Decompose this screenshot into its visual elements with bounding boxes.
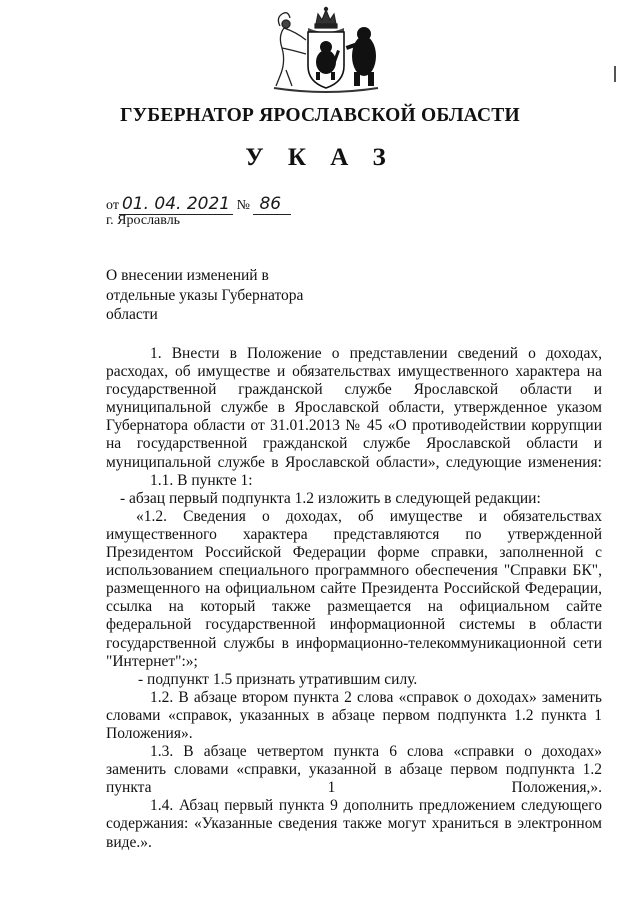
body-paragraph: 1.3. В абзаце четвертом пункта 6 слова «справки о доходах» заменить словами «справки, указанной в абзаце первом подпункта 1.2 пункта 1 Положения,». bbox=[106, 743, 602, 797]
date-prefix: от bbox=[106, 198, 119, 213]
body-paragraph: 1. Внести в Положение о представлении сведений о доходах, расходах, об имуществе и обязательствах имущественного характера на государственной гражданской службе Ярославской области и муниципальной службе в Ярославской области, утвержденное указом Губернатора области от 31.01.2013 № 45 «О противодействии коррупции на государственной гражданской службе Ярославской области и муниципальной службе в Ярославской области», следующие изменения: bbox=[106, 345, 602, 471]
issuer-title: ГУБЕРНАТОР ЯРОСЛАВСКОЙ ОБЛАСТИ bbox=[120, 105, 520, 126]
body-paragraph: «1.2. Сведения о доходах, об имуществе и обязательствах имущественного характера представляются по утвержденной Президентом Российской Федерации форме справки, заполненной с использованием специального программного обеспечения "Справки БК", размещенного на официальном сайте Президента Российской Федерации, ссылка на который также размещается на официальном сайте федеральной государственной информационной системы в области государственной службы в информационно-телекоммуникационной сети "Интернет":»; bbox=[106, 507, 602, 670]
margin-mark bbox=[614, 66, 616, 82]
number-sign: № bbox=[236, 198, 250, 213]
crown-icon bbox=[315, 7, 337, 28]
coat-of-arms-emblem bbox=[268, 6, 384, 94]
date-number-line bbox=[106, 194, 291, 214]
supporter-right-icon bbox=[346, 27, 376, 86]
document-subject: О внесении изменений в отдельные указы Губернатора области bbox=[106, 267, 304, 323]
body-paragraph: 1.2. В абзаце втором пункта 2 слова «справок о доходах» заменить словами «справок, указанных в абзаце первом подпункта 1.2 пункта 1 Положения». bbox=[106, 688, 602, 742]
handwritten-date: 01. 04. 2021 bbox=[119, 194, 233, 215]
supporter-left-icon bbox=[276, 13, 306, 86]
handwritten-number: 86 bbox=[253, 194, 291, 215]
document-type-title: У К А З bbox=[245, 144, 395, 171]
city-label: г. Ярославль bbox=[106, 213, 181, 228]
body-paragraph: 1.1. В пункте 1: bbox=[150, 471, 253, 489]
body-paragraph: - абзац первый подпункта 1.2 изложить в следующей редакции: bbox=[120, 489, 541, 507]
body-paragraph: 1.4. Абзац первый пункта 9 дополнить предложением следующего содержания: «Указанные сведения также могут храниться в электронном виде.». bbox=[106, 797, 602, 851]
body-paragraph: - подпункт 1.5 признать утратившим силу. bbox=[138, 670, 418, 688]
document-body bbox=[106, 345, 602, 852]
